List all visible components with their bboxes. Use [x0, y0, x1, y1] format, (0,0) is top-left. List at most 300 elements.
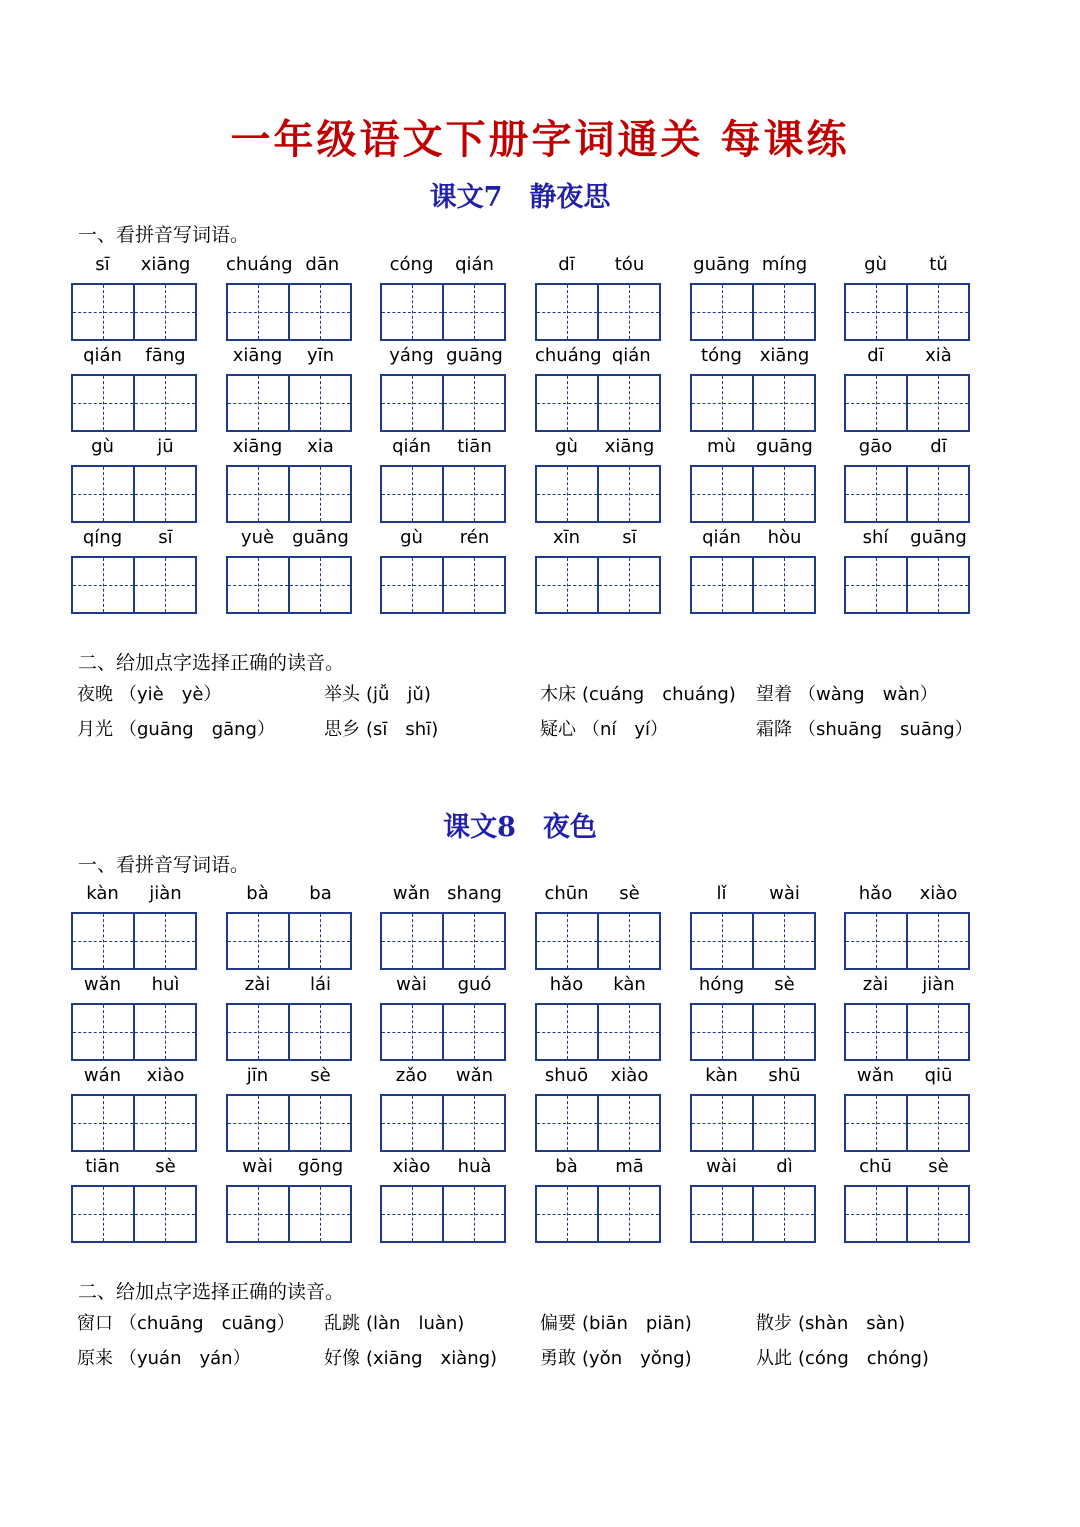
writing-cell[interactable] [73, 1187, 133, 1241]
pinyin-syllable: dī [930, 436, 947, 457]
writing-cell[interactable] [692, 376, 752, 430]
choice-word: 散步 [756, 1313, 792, 1334]
writing-cell[interactable] [382, 1096, 442, 1150]
pronunciation-choice [324, 1344, 497, 1370]
choice-word: 疑心 [540, 719, 576, 740]
choice-word: 好像 [324, 1348, 360, 1369]
writing-cell[interactable] [692, 1096, 752, 1150]
pinyin-word-item [535, 436, 661, 527]
pinyin-label [844, 436, 970, 462]
pronunciation-choice [324, 1309, 464, 1335]
pinyin-syllable: huì [151, 974, 180, 995]
pinyin-label [226, 1065, 352, 1091]
writing-cell[interactable] [288, 1187, 350, 1241]
pinyin-syllable: guāng [292, 527, 349, 548]
choice-word: 霜降 [756, 719, 792, 740]
pinyin-syllable: kàn [86, 883, 119, 904]
writing-cell[interactable] [288, 376, 350, 430]
pinyin-syllable: xiāng [604, 436, 655, 457]
writing-cell[interactable] [537, 1005, 597, 1059]
pinyin-syllable: qián [611, 345, 651, 366]
writing-cell[interactable] [288, 914, 350, 968]
pinyin-syllable: shí [862, 527, 889, 548]
writing-cell[interactable] [73, 914, 133, 968]
pinyin-syllable: wǎn [83, 974, 122, 995]
choice-options[interactable]: (biān piān) [582, 1313, 692, 1334]
choice-row [77, 715, 997, 745]
pinyin-syllable: wài [242, 1156, 273, 1177]
writing-cell[interactable] [597, 376, 659, 430]
choice-word: 木床 [540, 684, 576, 705]
section-heading-pinyin-writing: 一、看拼音写词语。 [78, 224, 250, 246]
writing-cell[interactable] [288, 285, 350, 339]
pinyin-syllable: rén [459, 527, 490, 548]
pinyin-label [226, 527, 352, 553]
writing-cell[interactable] [288, 558, 350, 612]
pinyin-syllable: xiāng [140, 254, 191, 275]
writing-cell[interactable] [73, 376, 133, 430]
pinyin-label [535, 883, 661, 909]
pinyin-syllable: zǎo [395, 1065, 428, 1086]
pinyin-syllable: yáng [389, 345, 434, 366]
pinyin-syllable: gāo [858, 436, 893, 457]
pinyin-word-item [690, 883, 816, 974]
pinyin-label [226, 974, 352, 1000]
pinyin-word-item [535, 345, 661, 436]
pronunciation-choice [540, 1309, 692, 1335]
pinyin-syllable: xiāng [232, 345, 283, 366]
pinyin-word-item [844, 436, 970, 527]
pronunciation-choice [756, 1309, 905, 1335]
writing-boxes [690, 912, 816, 970]
writing-boxes [690, 465, 816, 523]
pronunciation-choice [540, 1344, 692, 1370]
writing-cell[interactable] [692, 914, 752, 968]
pinyin-label [226, 254, 352, 280]
pinyin-word-item [380, 1156, 506, 1247]
writing-cell[interactable] [73, 467, 133, 521]
writing-boxes [690, 1094, 816, 1152]
writing-boxes [535, 1003, 661, 1061]
choice-options[interactable]: (shàn sàn) [798, 1313, 906, 1334]
writing-cell[interactable] [228, 285, 288, 339]
writing-boxes [844, 1094, 970, 1152]
grid-row [71, 1065, 971, 1156]
pinyin-word-item [844, 1065, 970, 1156]
pinyin-label [690, 1156, 816, 1182]
writing-cell[interactable] [846, 285, 906, 339]
choice-options[interactable]: （yiè yè） [119, 684, 222, 705]
pinyin-syllable: qián [83, 345, 122, 366]
choice-options[interactable]: （ní yí） [582, 719, 669, 740]
pinyin-label [690, 254, 816, 280]
pinyin-syllable: yuè [240, 527, 275, 548]
writing-cell[interactable] [228, 1187, 288, 1241]
pinyin-syllable: mù [707, 436, 736, 457]
writing-cell[interactable] [442, 285, 504, 339]
pinyin-syllable: hǎo [549, 974, 584, 995]
choice-word: 偏要 [540, 1313, 576, 1334]
writing-cell[interactable] [288, 467, 350, 521]
writing-cell[interactable] [906, 285, 968, 339]
pinyin-label [71, 1156, 197, 1182]
choice-options[interactable]: (yǒn yǒng) [582, 1348, 692, 1369]
choice-options[interactable]: (jǚ jǔ) [366, 684, 431, 705]
pinyin-label [690, 527, 816, 553]
writing-boxes [690, 374, 816, 432]
pinyin-syllable: xiào [392, 1156, 431, 1177]
choice-word: 乱跳 [324, 1313, 360, 1334]
pinyin-label [535, 974, 661, 1000]
pinyin-syllable: kàn [705, 1065, 738, 1086]
choice-options[interactable]: (cóng chóng) [798, 1348, 929, 1369]
pinyin-syllable: xīn [552, 527, 581, 548]
choice-options[interactable]: （shuāng suāng） [798, 719, 973, 740]
writing-boxes [226, 283, 352, 341]
writing-cell[interactable] [133, 467, 195, 521]
pinyin-word-item [844, 974, 970, 1065]
choice-options[interactable]: （guāng gāng） [119, 719, 275, 740]
pinyin-syllable: chuáng [535, 345, 602, 366]
pinyin-label [226, 345, 352, 371]
grid-row [71, 345, 971, 436]
writing-boxes [535, 1185, 661, 1243]
writing-cell[interactable] [752, 1005, 814, 1059]
writing-cell[interactable] [442, 1187, 504, 1241]
writing-cell[interactable] [442, 1096, 504, 1150]
pinyin-word-item [690, 436, 816, 527]
writing-cell[interactable] [537, 1187, 597, 1241]
writing-cell[interactable] [133, 1187, 195, 1241]
writing-boxes [844, 556, 970, 614]
pinyin-syllable: gù [864, 254, 887, 275]
pinyin-syllable: lǐ [716, 883, 727, 904]
pinyin-word-item [380, 974, 506, 1065]
writing-cell[interactable] [597, 1096, 659, 1150]
pinyin-label [690, 436, 816, 462]
writing-cell[interactable] [692, 1187, 752, 1241]
pinyin-label [844, 1156, 970, 1182]
writing-cell[interactable] [752, 914, 814, 968]
writing-cell[interactable] [906, 914, 968, 968]
writing-cell[interactable] [382, 914, 442, 968]
choice-options[interactable]: (sī shī) [366, 719, 439, 740]
writing-boxes [226, 912, 352, 970]
writing-cell[interactable] [537, 285, 597, 339]
writing-cell[interactable] [692, 467, 752, 521]
pinyin-word-item [226, 436, 352, 527]
pinyin-syllable: dī [558, 254, 575, 275]
writing-cell[interactable] [382, 467, 442, 521]
pinyin-syllable: xiāng [759, 345, 810, 366]
pinyin-syllable: gù [91, 436, 114, 457]
pinyin-syllable: shang [447, 883, 502, 904]
pinyin-label [71, 345, 197, 371]
pinyin-word-item [226, 1156, 352, 1247]
pinyin-label [71, 254, 197, 280]
writing-cell[interactable] [846, 1096, 906, 1150]
writing-cell[interactable] [906, 1187, 968, 1241]
pinyin-word-item [535, 974, 661, 1065]
writing-boxes [690, 283, 816, 341]
writing-boxes [226, 556, 352, 614]
pinyin-syllable: huà [457, 1156, 492, 1177]
pinyin-label [535, 527, 661, 553]
section-heading-pronunciation: 二、给加点字选择正确的读音。 [78, 1281, 345, 1303]
writing-boxes [380, 283, 506, 341]
writing-cell[interactable] [133, 1005, 195, 1059]
pinyin-syllable: yīn [306, 345, 335, 366]
pronunciation-choice [540, 715, 668, 741]
pronunciation-choice [324, 680, 431, 706]
pinyin-label [380, 883, 506, 909]
writing-cell[interactable] [133, 376, 195, 430]
pinyin-syllable: wǎn [392, 883, 431, 904]
writing-cell[interactable] [906, 376, 968, 430]
pinyin-syllable: kàn [613, 974, 646, 995]
writing-cell[interactable] [382, 376, 442, 430]
grid-row [71, 1156, 971, 1247]
pinyin-syllable: zài [862, 974, 889, 995]
pinyin-word-item [690, 974, 816, 1065]
writing-boxes [226, 1185, 352, 1243]
choice-options[interactable]: （yuán yán） [119, 1348, 251, 1369]
writing-boxes [71, 374, 197, 432]
writing-cell[interactable] [692, 558, 752, 612]
writing-cell[interactable] [537, 558, 597, 612]
writing-cell[interactable] [442, 376, 504, 430]
writing-cell[interactable] [846, 376, 906, 430]
pinyin-word-item [380, 1065, 506, 1156]
pinyin-label [844, 1065, 970, 1091]
choice-options[interactable]: (cuáng chuáng) [582, 684, 736, 705]
writing-cell[interactable] [133, 914, 195, 968]
writing-boxes [380, 1185, 506, 1243]
writing-cell[interactable] [288, 1096, 350, 1150]
choice-word: 夜晚 [77, 684, 113, 705]
choice-options[interactable]: (làn luàn) [366, 1313, 465, 1334]
pinyin-label [71, 527, 197, 553]
pinyin-syllable: míng [761, 254, 808, 275]
writing-cell[interactable] [133, 285, 195, 339]
writing-boxes [71, 283, 197, 341]
writing-boxes [535, 912, 661, 970]
writing-cell[interactable] [846, 467, 906, 521]
writing-boxes [71, 1003, 197, 1061]
writing-cell[interactable] [752, 558, 814, 612]
pinyin-syllable: hóng [698, 974, 745, 995]
pinyin-syllable: sè [619, 883, 640, 904]
choice-word: 窗口 [77, 1313, 113, 1334]
pinyin-syllable: shū [768, 1065, 801, 1086]
writing-cell[interactable] [382, 1187, 442, 1241]
writing-cell[interactable] [752, 285, 814, 339]
pinyin-syllable: jiàn [149, 883, 182, 904]
writing-boxes [380, 556, 506, 614]
pinyin-label [71, 974, 197, 1000]
writing-boxes [535, 1094, 661, 1152]
writing-cell[interactable] [846, 558, 906, 612]
pinyin-label [380, 254, 506, 280]
pinyin-syllable: cóng [389, 254, 434, 275]
writing-boxes [71, 1185, 197, 1243]
pinyin-word-item [690, 254, 816, 345]
pinyin-syllable: tóng [701, 345, 742, 366]
writing-cell[interactable] [906, 1005, 968, 1059]
writing-cell[interactable] [692, 285, 752, 339]
pinyin-label [690, 974, 816, 1000]
writing-cell[interactable] [442, 467, 504, 521]
writing-boxes [226, 465, 352, 523]
writing-cell[interactable] [133, 558, 195, 612]
pinyin-word-item [71, 436, 197, 527]
writing-cell[interactable] [382, 1005, 442, 1059]
writing-cell[interactable] [906, 467, 968, 521]
writing-boxes [844, 283, 970, 341]
writing-cell[interactable] [537, 914, 597, 968]
writing-boxes [690, 1185, 816, 1243]
writing-boxes [844, 465, 970, 523]
pronunciation-choice [540, 680, 736, 706]
writing-boxes [844, 1003, 970, 1061]
pinyin-word-item [844, 345, 970, 436]
pinyin-syllable: qián [455, 254, 494, 275]
writing-cell[interactable] [382, 558, 442, 612]
writing-cell[interactable] [752, 376, 814, 430]
writing-cell[interactable] [133, 1096, 195, 1150]
writing-cell[interactable] [288, 1005, 350, 1059]
pinyin-word-item [535, 527, 661, 618]
writing-boxes [226, 1094, 352, 1152]
pinyin-syllable: tiān [457, 436, 492, 457]
pinyin-label [71, 1065, 197, 1091]
writing-cell[interactable] [382, 285, 442, 339]
pronunciation-choice [77, 680, 221, 706]
pinyin-syllable: wǎn [455, 1065, 494, 1086]
pinyin-word-item [690, 345, 816, 436]
lesson-title: 课文7 静夜思 [429, 182, 611, 213]
pinyin-word-item [71, 527, 197, 618]
writing-cell[interactable] [597, 1005, 659, 1059]
choice-row [77, 680, 997, 710]
writing-cell[interactable] [906, 558, 968, 612]
pinyin-syllable: sè [774, 974, 795, 995]
pinyin-word-item [380, 254, 506, 345]
writing-cell[interactable] [228, 1096, 288, 1150]
writing-cell[interactable] [597, 467, 659, 521]
pinyin-syllable: gù [555, 436, 578, 457]
pinyin-word-item [226, 254, 352, 345]
writing-cell[interactable] [597, 285, 659, 339]
writing-cell[interactable] [537, 376, 597, 430]
pronunciation-choice [77, 1344, 251, 1370]
choice-options[interactable]: （chuāng cuāng） [119, 1313, 295, 1334]
pinyin-word-item [535, 1065, 661, 1156]
pinyin-syllable: sī [158, 527, 173, 548]
choice-row [77, 1309, 997, 1339]
writing-cell[interactable] [228, 914, 288, 968]
writing-cell[interactable] [597, 1187, 659, 1241]
writing-cell[interactable] [442, 558, 504, 612]
pinyin-syllable: sī [95, 254, 110, 275]
writing-cell[interactable] [846, 1187, 906, 1241]
pinyin-syllable: wán [83, 1065, 122, 1086]
writing-cell[interactable] [442, 1005, 504, 1059]
pinyin-syllable: jīn [246, 1065, 269, 1086]
writing-cell[interactable] [846, 1005, 906, 1059]
pinyin-syllable: chūn [544, 883, 589, 904]
writing-cell[interactable] [228, 558, 288, 612]
pinyin-syllable: qíng [82, 527, 123, 548]
writing-cell[interactable] [73, 1005, 133, 1059]
pinyin-label [535, 1156, 661, 1182]
pinyin-word-item [535, 883, 661, 974]
writing-cell[interactable] [228, 467, 288, 521]
writing-boxes [380, 374, 506, 432]
pinyin-label [380, 527, 506, 553]
writing-boxes [380, 465, 506, 523]
writing-cell[interactable] [752, 1187, 814, 1241]
choice-options[interactable]: （wàng wàn） [798, 684, 938, 705]
pinyin-syllable: wài [706, 1156, 737, 1177]
pinyin-label [71, 436, 197, 462]
writing-cell[interactable] [692, 1005, 752, 1059]
pinyin-word-item [844, 1156, 970, 1247]
writing-cell[interactable] [846, 914, 906, 968]
writing-boxes [690, 1003, 816, 1061]
writing-boxes [71, 465, 197, 523]
writing-cell[interactable] [442, 914, 504, 968]
pinyin-syllable: xiào [146, 1065, 185, 1086]
grid-row [71, 436, 971, 527]
writing-cell[interactable] [752, 467, 814, 521]
writing-cell[interactable] [228, 1005, 288, 1059]
pinyin-syllable: jū [157, 436, 174, 457]
pinyin-syllable: chū [859, 1156, 892, 1177]
writing-cell[interactable] [228, 376, 288, 430]
section-heading-pinyin-writing: 一、看拼音写词语。 [78, 854, 250, 876]
pinyin-syllable: tóu [614, 254, 645, 275]
pronunciation-choice [77, 1309, 295, 1335]
pinyin-word-item [71, 254, 197, 345]
pinyin-syllable: dì [776, 1156, 793, 1177]
pinyin-syllable: xià [925, 345, 952, 366]
writing-cell[interactable] [597, 914, 659, 968]
writing-cell[interactable] [73, 558, 133, 612]
writing-boxes [535, 556, 661, 614]
writing-cell[interactable] [906, 1096, 968, 1150]
pinyin-label [535, 345, 661, 371]
pinyin-word-item [690, 1156, 816, 1247]
writing-cell[interactable] [73, 285, 133, 339]
writing-boxes [71, 1094, 197, 1152]
pinyin-syllable: qián [702, 527, 741, 548]
pinyin-syllable: guó [457, 974, 492, 995]
pinyin-label [844, 527, 970, 553]
writing-boxes [690, 556, 816, 614]
writing-cell[interactable] [597, 558, 659, 612]
writing-cell[interactable] [537, 1096, 597, 1150]
writing-cell[interactable] [73, 1096, 133, 1150]
choice-options[interactable]: (xiāng xiàng) [366, 1348, 498, 1369]
writing-cell[interactable] [752, 1096, 814, 1150]
pinyin-syllable: lái [309, 974, 332, 995]
pinyin-syllable: mā [615, 1156, 644, 1177]
pinyin-syllable: zài [244, 974, 271, 995]
writing-cell[interactable] [537, 467, 597, 521]
worksheet-title: 一年级语文下册字词通关 每课练 [230, 116, 850, 163]
pronunciation-choice [756, 1344, 929, 1370]
